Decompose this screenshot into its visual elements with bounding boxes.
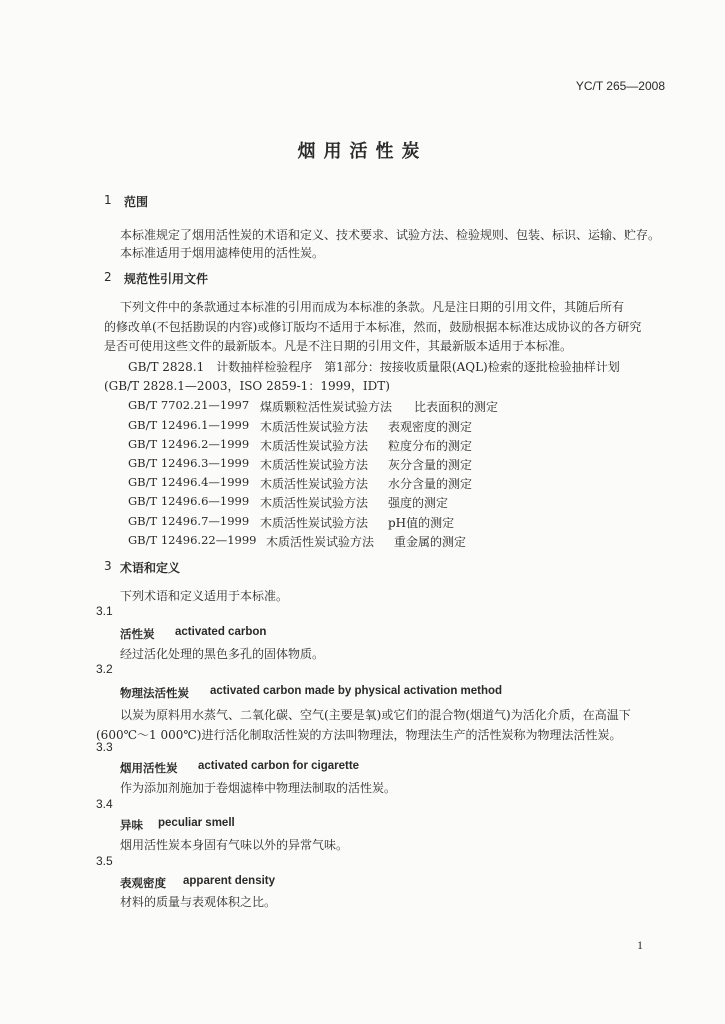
reference-item: 强度的测定	[388, 496, 449, 510]
reference-item: pH值的测定	[388, 516, 455, 530]
term-3-3-chinese: 烟用活性炭	[120, 761, 178, 775]
reference-code: GB/T 12496.4—1999	[128, 475, 250, 489]
reference-code: GB/T 12496.7—1999	[128, 514, 250, 528]
reference-code: GB/T 12496.2—1999	[128, 437, 250, 451]
term-3-5-chinese: 表观密度	[120, 876, 166, 890]
section-1-paragraph-1: 本标准规定了烟用活性炭的术语和定义、技术要求、试验方法、检验规则、包装、标识、运输、贮存。	[120, 228, 661, 242]
term-3-2-definition-line-1: 以炭为原料用水蒸气、二氧化碳、空气(主要是氧)或它们的混合物(烟道气)为活化介质，在高温下	[120, 708, 631, 722]
section-2-intro-line-1: 下列文件中的条款通过本标准的引用而成为本标准的条款。凡是注日期的引用文件，其随后所有	[120, 300, 625, 314]
reference-method: 木质活性炭试验方法	[260, 458, 369, 472]
section-2-intro-line-2: 的修改单(不包括勘误的内容)或修订版均不适用于本标准，然而，鼓励根据本标准达成协议的各方研究	[104, 320, 642, 334]
section-1-paragraph-2: 本标准适用于烟用滤棒使用的活性炭。	[120, 246, 325, 260]
term-3-4-definition: 烟用活性炭本身固有气味以外的异常气味。	[120, 838, 349, 852]
term-3-5-definition: 材料的质量与表观体积之比。	[120, 895, 277, 909]
term-3-1-english: activated carbon	[175, 626, 267, 638]
reference-item: 粒度分布的测定	[388, 439, 473, 453]
term-3-3-number: 3.3	[96, 740, 113, 754]
term-3-4-english: peculiar smell	[158, 817, 235, 829]
section-3-intro: 下列术语和定义适用于本标准。	[120, 589, 289, 603]
reference-method: 木质活性炭试验方法	[266, 535, 375, 549]
section-1-number: 1	[104, 193, 112, 207]
reference-method: 木质活性炭试验方法	[260, 477, 369, 491]
term-3-5-english: apparent density	[183, 875, 276, 887]
section-2-title: 规范性引用文件	[124, 272, 209, 286]
standard-code: YC/T 265—2008	[575, 79, 665, 93]
term-3-1-chinese: 活性炭	[120, 627, 155, 641]
term-3-4-chinese: 异味	[120, 818, 143, 832]
reference-method: 木质活性炭试验方法	[260, 496, 369, 510]
term-3-4-number: 3.4	[96, 797, 113, 811]
reference-gbt2828-line-1: GB/T 2828.1 计数抽样检验程序 第1部分：按接收质量限(AQL)检索的逐批检验抽样计划	[128, 360, 620, 374]
term-3-2-chinese: 物理法活性炭	[120, 686, 189, 700]
section-2-number: 2	[104, 270, 112, 284]
term-3-3-english: activated carbon for cigarette	[198, 760, 360, 772]
section-3-number: 3	[104, 559, 112, 573]
reference-gbt2828-line-2: (GB/T 2828.1—2003，ISO 2859-1：1999，IDT)	[104, 379, 390, 393]
reference-method: 煤质颗粒活性炭试验方法	[260, 400, 393, 414]
reference-item: 表观密度的测定	[388, 420, 473, 434]
term-3-1-definition: 经过活化处理的黑色多孔的固体物质。	[120, 647, 325, 661]
term-3-2-definition-line-2: (600℃～1 000℃)进行活化制取活性炭的方法叫物理法，物理法生产的活性炭称为物理法活性炭。	[96, 728, 622, 742]
reference-code: GB/T 12496.3—1999	[128, 456, 250, 470]
term-3-5-number: 3.5	[96, 854, 113, 868]
reference-code: GB/T 7702.21—1997	[128, 398, 250, 412]
reference-item: 灰分含量的测定	[388, 458, 473, 472]
reference-item: 比表面积的测定	[414, 400, 499, 414]
reference-item: 水分含量的测定	[388, 477, 473, 491]
reference-method: 木质活性炭试验方法	[260, 420, 369, 434]
reference-method: 木质活性炭试验方法	[260, 439, 369, 453]
reference-code: GB/T 12496.1—1999	[128, 418, 250, 432]
term-3-2-number: 3.2	[96, 662, 113, 676]
reference-item: 重金属的测定	[394, 535, 467, 549]
document-title: 烟用活性炭	[297, 141, 428, 162]
section-3-title: 术语和定义	[120, 561, 181, 575]
reference-code: GB/T 12496.22—1999	[128, 533, 257, 547]
term-3-2-english: activated carbon made by physical activation method	[210, 685, 503, 697]
section-1-title: 范围	[124, 195, 149, 209]
reference-code: GB/T 12496.6—1999	[128, 494, 250, 508]
term-3-1-number: 3.1	[96, 604, 113, 618]
section-2-intro-line-3: 是否可使用这些文件的最新版本。凡是不注日期的引用文件，其最新版本适用于本标准。	[104, 339, 573, 353]
term-3-3-definition: 作为添加剂施加于卷烟滤棒中物理法制取的活性炭。	[120, 781, 397, 795]
reference-method: 木质活性炭试验方法	[260, 516, 369, 530]
page-number: 1	[637, 938, 643, 952]
